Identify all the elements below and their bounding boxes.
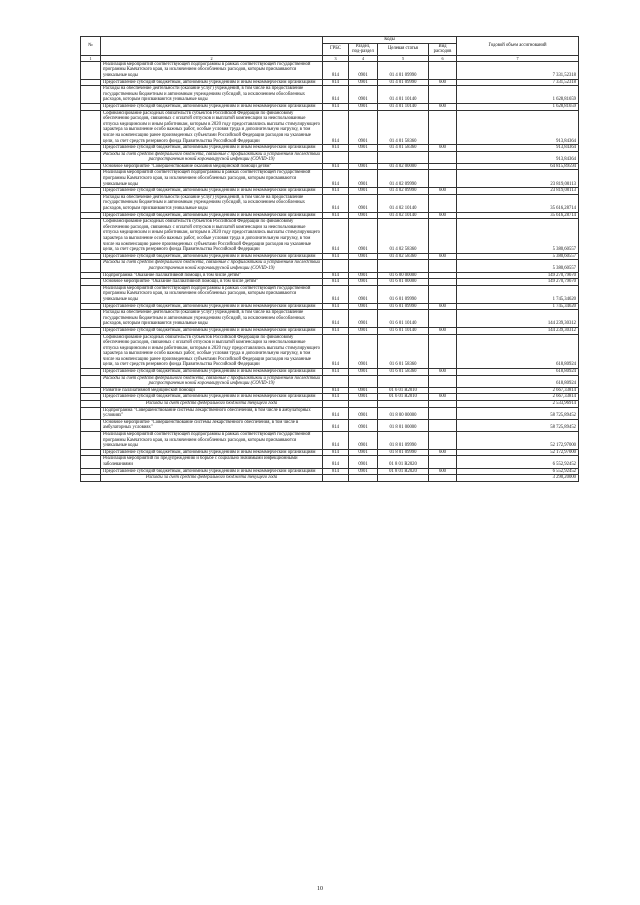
- cell-num: [81, 151, 101, 163]
- cell-grbs: 814: [323, 387, 349, 394]
- cell-rz: [349, 475, 378, 482]
- cell-csr: 01 4 02 10140: [378, 194, 429, 212]
- cell-csr: 01 6 01 58360: [378, 334, 429, 369]
- table-row: [81, 285, 579, 303]
- cell-sum: 1 628,81659: [457, 103, 579, 110]
- cell-rz: 0901: [349, 219, 378, 254]
- colnum: 4: [349, 55, 378, 61]
- cell-name: Расходы за счет средств федерального бюджета текущего года: [101, 475, 323, 482]
- cell-grbs: 814: [323, 212, 349, 219]
- cell-csr: 01 8 01 R2020: [378, 468, 429, 475]
- cell-rz: 0901: [349, 334, 378, 369]
- cell-vr: [429, 272, 457, 279]
- cell-num: [81, 432, 101, 450]
- cell-rz: 0901: [349, 468, 378, 475]
- cell-vr: [429, 475, 457, 482]
- cell-csr: 01 6 01 R2010: [378, 394, 429, 401]
- cell-grbs: 814: [323, 219, 349, 254]
- cell-name: Предоставление субсидий бюджетным, автономным учреждениям и иным некоммерческим организациям: [101, 188, 323, 195]
- cell-vr: 600: [429, 188, 457, 195]
- cell-num: [81, 260, 101, 272]
- cell-grbs: 814: [323, 188, 349, 195]
- cell-rz: 0901: [349, 285, 378, 303]
- cell-sum: 913,84364: [457, 151, 579, 163]
- cell-num: [81, 419, 101, 431]
- cell-csr: 01 4 01 09990: [378, 61, 429, 79]
- table-row: [81, 334, 579, 369]
- cell-csr: 01 6 01 R2010: [378, 387, 429, 394]
- cell-csr: 01 6 01 10140: [378, 327, 429, 334]
- cell-sum: 913,84364: [457, 145, 579, 152]
- cell-sum: 52 172,97000: [457, 449, 579, 456]
- cell-name: Предоставление субсидий бюджетным, автономным учреждениям и иным некоммерческим организациям: [101, 327, 323, 334]
- cell-grbs: 814: [323, 61, 349, 79]
- cell-sum: 7 331,52318: [457, 79, 579, 86]
- cell-rz: 0901: [349, 303, 378, 310]
- cell-csr: [378, 260, 429, 272]
- cell-vr: [429, 419, 457, 431]
- cell-num: [81, 407, 101, 419]
- cell-vr: 600: [429, 369, 457, 376]
- cell-csr: 01 4 02 58360: [378, 219, 429, 254]
- cell-grbs: [323, 260, 349, 272]
- cell-rz: 0901: [349, 279, 378, 286]
- cell-name: Расходы за счет средств федерального бюджета текущего года: [101, 401, 323, 408]
- cell-csr: 01 4 01 58360: [378, 145, 429, 152]
- cell-name: Расходы на обеспечение деятельности (оказание услуг) учреждений, в том числе на предоставление государственным бюджетным и автономным учреждениям субсидий, за исключением обособленных расходов, которым присваиваются уникальные коды: [101, 310, 323, 328]
- cell-vr: [429, 456, 457, 468]
- cell-name: Софинансирование расходных обязательств субъектов Российской Федерации по финансовому обеспечению расходов, связанных с оплатой отпусков и выплатой компенсации за неиспользованные отпуска медицинским и иным работникам, которым в 2020 году предоставлялись выплаты стимулирующего характера за выполнение особо важных работ, особые условия труда и дополнительную нагрузку, в том числе на компенсацию ранее произведенных субъектами Российской Федерации расходов на указанные цели, за счет средств резервного фонда Правительства Российской Федерации: [101, 334, 323, 369]
- cell-name: Предоставление субсидий бюджетным, автономным учреждениям и иным некоммерческим организациям: [101, 369, 323, 376]
- cell-rz: 0901: [349, 419, 378, 431]
- cell-rz: 0901: [349, 394, 378, 401]
- cell-grbs: 814: [323, 327, 349, 334]
- cell-vr: [429, 310, 457, 328]
- cell-num: [81, 170, 101, 188]
- cell-name: Расходы за счет средств федерального бюджета, связанные с профилактикой и устранением последствий распространения новой коронавирусной инфекции (COVID-19): [101, 375, 323, 387]
- cell-csr: 01 8 01 00000: [378, 419, 429, 431]
- cell-name: Предоставление субсидий бюджетным, автономным учреждениям и иным некоммерческим организациям: [101, 394, 323, 401]
- table-row: [81, 468, 579, 475]
- cell-num: [81, 110, 101, 145]
- cell-name: Предоставление субсидий бюджетным, автономным учреждениям и иным некоммерческим организациям: [101, 253, 323, 260]
- budget-table: [80, 36, 579, 482]
- cell-grbs: 814: [323, 170, 349, 188]
- cell-csr: 01 6 01 09990: [378, 303, 429, 310]
- cell-vr: [429, 61, 457, 79]
- cell-grbs: 814: [323, 449, 349, 456]
- cell-sum: 5 380,60557: [457, 219, 579, 254]
- cell-rz: 0901: [349, 272, 378, 279]
- cell-grbs: 814: [323, 253, 349, 260]
- cell-name: Предоставление субсидий бюджетным, автономным учреждениям и иным некоммерческим организациям: [101, 468, 323, 475]
- cell-num: [81, 456, 101, 468]
- cell-sum: 58 725,89452: [457, 419, 579, 431]
- cell-name: Реализация мероприятий по предупреждению и борьбе с социально значимыми инфекционными заболеваниями: [101, 456, 323, 468]
- cell-rz: 0901: [349, 61, 378, 79]
- cell-sum: 1 745,34620: [457, 303, 579, 310]
- cell-name: Предоставление субсидий бюджетным, автономным учреждениям и иным некоммерческим организациям: [101, 145, 323, 152]
- table-row: [81, 163, 579, 170]
- page-number: 10: [317, 886, 323, 892]
- cell-rz: 0901: [349, 449, 378, 456]
- cell-vr: [429, 285, 457, 303]
- table-row: [81, 456, 579, 468]
- cell-sum: 2 533,96914: [457, 401, 579, 408]
- cell-sum: 58 725,89452: [457, 407, 579, 419]
- cell-rz: 0901: [349, 163, 378, 170]
- table-row: [81, 419, 579, 431]
- cell-sum: 149 270,79670: [457, 272, 579, 279]
- cell-name: Реализация мероприятий соответствующей подпрограммы в рамках соответствующей государственной программы Камчатского края, за исключением обособленных расходов, которым присваиваются уникальные коды: [101, 285, 323, 303]
- cell-csr: 01 4 02 10140: [378, 212, 429, 219]
- cell-rz: 0901: [349, 327, 378, 334]
- cell-num: [81, 401, 101, 408]
- table-row: [81, 369, 579, 376]
- cell-vr: [429, 260, 457, 272]
- cell-name: Реализация мероприятий соответствующей подпрограммы в рамках соответствующей государственной программы Камчатского края, за исключением обособленных расходов, которым присваиваются уникальные коды: [101, 432, 323, 450]
- cell-rz: 0901: [349, 310, 378, 328]
- header-razdel: Раздел, под-раздел: [349, 43, 378, 55]
- cell-sum: 5 380,60557: [457, 260, 579, 272]
- cell-csr: [378, 475, 429, 482]
- cell-grbs: 814: [323, 468, 349, 475]
- header-name: [101, 37, 323, 56]
- table-row: [81, 449, 579, 456]
- cell-rz: 0901: [349, 103, 378, 110]
- cell-num: [81, 272, 101, 279]
- table-row: [81, 86, 579, 104]
- table-row: [81, 145, 579, 152]
- cell-vr: [429, 407, 457, 419]
- cell-sum: 144 239,30312: [457, 310, 579, 328]
- cell-grbs: 814: [323, 407, 349, 419]
- colnum: 7: [457, 55, 579, 61]
- cell-num: [81, 468, 101, 475]
- cell-num: [81, 194, 101, 212]
- cell-vr: [429, 279, 457, 286]
- cell-grbs: 814: [323, 419, 349, 431]
- colnum: 2: [101, 55, 323, 61]
- cell-grbs: [323, 375, 349, 387]
- cell-csr: 01 4 01 10140: [378, 86, 429, 104]
- cell-grbs: 814: [323, 279, 349, 286]
- cell-vr: [429, 110, 457, 145]
- cell-rz: 0901: [349, 212, 378, 219]
- cell-name: Реализация мероприятий соответствующей подпрограммы в рамках соответствующей государственной программы Камчатского края, за исключением обособленных расходов, которым присваиваются уникальные коды: [101, 170, 323, 188]
- cell-grbs: 814: [323, 145, 349, 152]
- cell-name: Подпрограмма "Совершенствование системы лекарственного обеспечения, в том числе в амбулаторных условиях": [101, 407, 323, 419]
- cell-vr: 600: [429, 327, 457, 334]
- cell-name: Реализация мероприятий соответствующей подпрограммы в рамках соответствующей государственной программы Камчатского края, за исключением обособленных расходов, которым присваиваются уникальные коды: [101, 61, 323, 79]
- cell-name: Предоставление субсидий бюджетным, автономным учреждениям и иным некоммерческим организациям: [101, 303, 323, 310]
- cell-vr: 600: [429, 253, 457, 260]
- cell-num: [81, 327, 101, 334]
- table-row: [81, 170, 579, 188]
- cell-rz: [349, 151, 378, 163]
- cell-vr: [429, 86, 457, 104]
- cell-rz: 0901: [349, 188, 378, 195]
- cell-num: [81, 86, 101, 104]
- table-row: [81, 401, 579, 408]
- cell-num: [81, 310, 101, 328]
- cell-sum: 7 331,52318: [457, 61, 579, 79]
- cell-sum: 2 667,33814: [457, 387, 579, 394]
- table-row: [81, 394, 579, 401]
- cell-sum: 618,80924: [457, 375, 579, 387]
- table-row: [81, 188, 579, 195]
- cell-name: Основное мероприятие "Оказание паллиативной помощи, в том числе детям": [101, 279, 323, 286]
- table-row: [81, 260, 579, 272]
- cell-name: Предоставление субсидий бюджетным, автономным учреждениям и иным некоммерческим организациям: [101, 212, 323, 219]
- cell-name: Предоставление субсидий бюджетным, автономным учреждениям и иным некоммерческим организациям: [101, 79, 323, 86]
- cell-grbs: 814: [323, 163, 349, 170]
- cell-sum: 618,80924: [457, 369, 579, 376]
- table-row: [81, 79, 579, 86]
- table-row: [81, 194, 579, 212]
- cell-grbs: 814: [323, 285, 349, 303]
- cell-name: Основное мероприятие "Совершенствование оказания медицинской помощи детям": [101, 163, 323, 170]
- cell-csr: 01 8 01 09990: [378, 432, 429, 450]
- cell-rz: 0901: [349, 110, 378, 145]
- cell-sum: 913,84364: [457, 110, 579, 145]
- cell-rz: 0901: [349, 369, 378, 376]
- cell-grbs: 814: [323, 334, 349, 369]
- cell-sum: 23 819,00113: [457, 188, 579, 195]
- cell-num: [81, 285, 101, 303]
- cell-num: [81, 303, 101, 310]
- cell-num: [81, 387, 101, 394]
- cell-sum: 6 552,92452: [457, 456, 579, 468]
- cell-num: [81, 253, 101, 260]
- header-grbs: ГРБС: [323, 43, 349, 55]
- cell-sum: 6 552,92452: [457, 468, 579, 475]
- cell-vr: 600: [429, 79, 457, 86]
- table-row: [81, 303, 579, 310]
- cell-vr: [429, 432, 457, 450]
- cell-grbs: 814: [323, 194, 349, 212]
- cell-csr: 01 6 01 09990: [378, 285, 429, 303]
- cell-num: [81, 279, 101, 286]
- cell-sum: 5 380,60557: [457, 253, 579, 260]
- cell-grbs: 814: [323, 86, 349, 104]
- cell-csr: 01 4 02 58360: [378, 253, 429, 260]
- cell-rz: [349, 260, 378, 272]
- cell-num: [81, 334, 101, 369]
- cell-vr: 600: [429, 103, 457, 110]
- table-row: [81, 61, 579, 79]
- cell-name: Развитие паллиативной медицинской помощи: [101, 387, 323, 394]
- cell-sum: 2 667,33814: [457, 394, 579, 401]
- cell-vr: [429, 151, 457, 163]
- cell-sum: 64 815,89594: [457, 163, 579, 170]
- cell-csr: [378, 401, 429, 408]
- cell-grbs: 814: [323, 110, 349, 145]
- cell-vr: 600: [429, 212, 457, 219]
- cell-csr: 01 4 02 09990: [378, 188, 429, 195]
- cell-name: Расходы на обеспечение деятельности (оказание услуг) учреждений, в том числе на предоставление государственным бюджетным и автономным учреждениям субсидий, за исключением обособленных расходов, которым присваиваются уникальные коды: [101, 86, 323, 104]
- cell-sum: 144 239,30312: [457, 327, 579, 334]
- cell-sum: 3 290,20000: [457, 475, 579, 482]
- cell-num: [81, 103, 101, 110]
- table-row: [81, 432, 579, 450]
- cell-num: [81, 475, 101, 482]
- cell-vr: 600: [429, 303, 457, 310]
- cell-name: Расходы за счет средств федерального бюджета, связанные с профилактикой и устранением последствий распространения новой коронавирусной инфекции (COVID-19): [101, 151, 323, 163]
- cell-sum: 618,80924: [457, 334, 579, 369]
- cell-rz: [349, 401, 378, 408]
- cell-grbs: [323, 401, 349, 408]
- cell-grbs: 814: [323, 432, 349, 450]
- cell-sum: 23 819,00113: [457, 170, 579, 188]
- table-row: [81, 327, 579, 334]
- cell-num: [81, 394, 101, 401]
- cell-num: [81, 145, 101, 152]
- cell-csr: 01 8 00 00000: [378, 407, 429, 419]
- header-sum: Годовой объем ассигнований: [457, 37, 579, 56]
- header-vr: Вид расходов: [429, 43, 457, 55]
- cell-name: Предоставление субсидий бюджетным, автономным учреждениям и иным некоммерческим организациям: [101, 449, 323, 456]
- table-row: [81, 212, 579, 219]
- cell-vr: 600: [429, 145, 457, 152]
- cell-vr: 600: [429, 468, 457, 475]
- cell-vr: [429, 219, 457, 254]
- cell-rz: [349, 375, 378, 387]
- cell-num: [81, 449, 101, 456]
- table-row: [81, 279, 579, 286]
- cell-vr: [429, 163, 457, 170]
- cell-rz: 0901: [349, 86, 378, 104]
- cell-num: [81, 212, 101, 219]
- cell-grbs: 814: [323, 103, 349, 110]
- cell-num: [81, 79, 101, 86]
- cell-csr: 01 4 01 58360: [378, 110, 429, 145]
- cell-csr: 01 4 02 09990: [378, 170, 429, 188]
- cell-grbs: 814: [323, 79, 349, 86]
- table-row: [81, 407, 579, 419]
- cell-vr: [429, 334, 457, 369]
- table-row: [81, 272, 579, 279]
- cell-sum: 1 745,34620: [457, 285, 579, 303]
- cell-csr: 01 8 01 09990: [378, 449, 429, 456]
- cell-rz: 0901: [349, 456, 378, 468]
- cell-grbs: 814: [323, 310, 349, 328]
- cell-num: [81, 375, 101, 387]
- cell-vr: 600: [429, 449, 457, 456]
- cell-rz: 0901: [349, 387, 378, 394]
- cell-name: Расходы на обеспечение деятельности (оказание услуг) учреждений, в том числе на предоставление государственным бюджетным и автономным учреждениям субсидий, за исключением обособленных расходов, которым присваиваются уникальные коды: [101, 194, 323, 212]
- table-row: [81, 219, 579, 254]
- cell-rz: 0901: [349, 253, 378, 260]
- table-row: [81, 151, 579, 163]
- cell-vr: [429, 387, 457, 394]
- cell-num: [81, 188, 101, 195]
- cell-vr: [429, 170, 457, 188]
- cell-rz: 0901: [349, 194, 378, 212]
- table-row: [81, 110, 579, 145]
- cell-csr: [378, 151, 429, 163]
- cell-name: Софинансирование расходных обязательств субъектов Российской Федерации по финансовому обеспечению расходов, связанных с оплатой отпусков и выплатой компенсации за неиспользованные отпуска медицинским и иным работникам, которым в 2020 году предоставлялись выплаты стимулирующего характера за выполнение особо важных работ, особые условия труда и дополнительную нагрузку, в том числе на компенсацию ранее произведенных субъектами Российской Федерации расходов на указанные цели, за счет средств резервного фонда Правительства Российской Федерации: [101, 219, 323, 254]
- cell-csr: 01 4 02 00000: [378, 163, 429, 170]
- header-csr: Целевая статья: [378, 43, 429, 55]
- table-row: [81, 375, 579, 387]
- cell-name: Расходы за счет средств федерального бюджета, связанные с профилактикой и устранением последствий распространения новой коронавирусной инфекции (COVID-19): [101, 260, 323, 272]
- table-row: [81, 387, 579, 394]
- cell-csr: 01 6 00 00000: [378, 272, 429, 279]
- cell-name: Софинансирование расходных обязательств субъектов Российской Федерации по финансовому обеспечению расходов, связанных с оплатой отпусков и выплатой компенсации за неиспользованные отпуска медицинским и иным работникам, которым в 2020 году предоставлялись выплаты стимулирующего характера за выполнение особо важных работ, особые условия труда и дополнительную нагрузку, в том числе на компенсацию ранее произведенных субъектами Российской Федерации расходов на указанные цели, за счет средств резервного фонда Правительства Российской Федерации: [101, 110, 323, 145]
- cell-rz: 0901: [349, 170, 378, 188]
- cell-csr: 01 6 01 10140: [378, 310, 429, 328]
- cell-num: [81, 369, 101, 376]
- table-row: [81, 253, 579, 260]
- cell-name: Предоставление субсидий бюджетным, автономным учреждениям и иным некоммерческим организациям: [101, 103, 323, 110]
- cell-num: [81, 163, 101, 170]
- colnum: 5: [378, 55, 429, 61]
- cell-vr: [429, 194, 457, 212]
- colnum: 6: [429, 55, 457, 61]
- cell-csr: [378, 375, 429, 387]
- cell-sum: 149 270,79670: [457, 279, 579, 286]
- cell-rz: 0901: [349, 407, 378, 419]
- cell-sum: 1 628,81659: [457, 86, 579, 104]
- cell-csr: 01 6 01 00000: [378, 279, 429, 286]
- cell-rz: 0901: [349, 432, 378, 450]
- cell-grbs: [323, 475, 349, 482]
- cell-grbs: 814: [323, 394, 349, 401]
- cell-grbs: 814: [323, 272, 349, 279]
- cell-grbs: [323, 151, 349, 163]
- cell-vr: [429, 375, 457, 387]
- cell-grbs: 814: [323, 369, 349, 376]
- cell-vr: [429, 401, 457, 408]
- cell-sum: 35 616,28714: [457, 212, 579, 219]
- cell-vr: 600: [429, 394, 457, 401]
- cell-sum: 52 172,97000: [457, 432, 579, 450]
- cell-num: [81, 219, 101, 254]
- cell-csr: 01 4 01 10140: [378, 103, 429, 110]
- cell-num: [81, 61, 101, 79]
- cell-grbs: 814: [323, 456, 349, 468]
- table-row: [81, 103, 579, 110]
- cell-sum: 35 616,28714: [457, 194, 579, 212]
- cell-name: Основное мероприятие "Совершенствование системы лекарственного обеспечения, в том числе в амбулаторных условиях": [101, 419, 323, 431]
- colnum: 3: [323, 55, 349, 61]
- table-row: [81, 475, 579, 482]
- cell-grbs: 814: [323, 303, 349, 310]
- cell-csr: 01 8 01 R2020: [378, 456, 429, 468]
- header-num: №: [81, 37, 101, 56]
- cell-rz: 0901: [349, 145, 378, 152]
- table-body: [81, 61, 579, 481]
- cell-csr: 01 4 01 09990: [378, 79, 429, 86]
- table-row: [81, 310, 579, 328]
- cell-rz: 0901: [349, 79, 378, 86]
- cell-csr: 01 6 01 58360: [378, 369, 429, 376]
- colnum: 1: [81, 55, 101, 61]
- header-codes: Коды: [323, 37, 457, 44]
- cell-name: Подпрограмма "Оказание паллиативной помощи, в том числе детям": [101, 272, 323, 279]
